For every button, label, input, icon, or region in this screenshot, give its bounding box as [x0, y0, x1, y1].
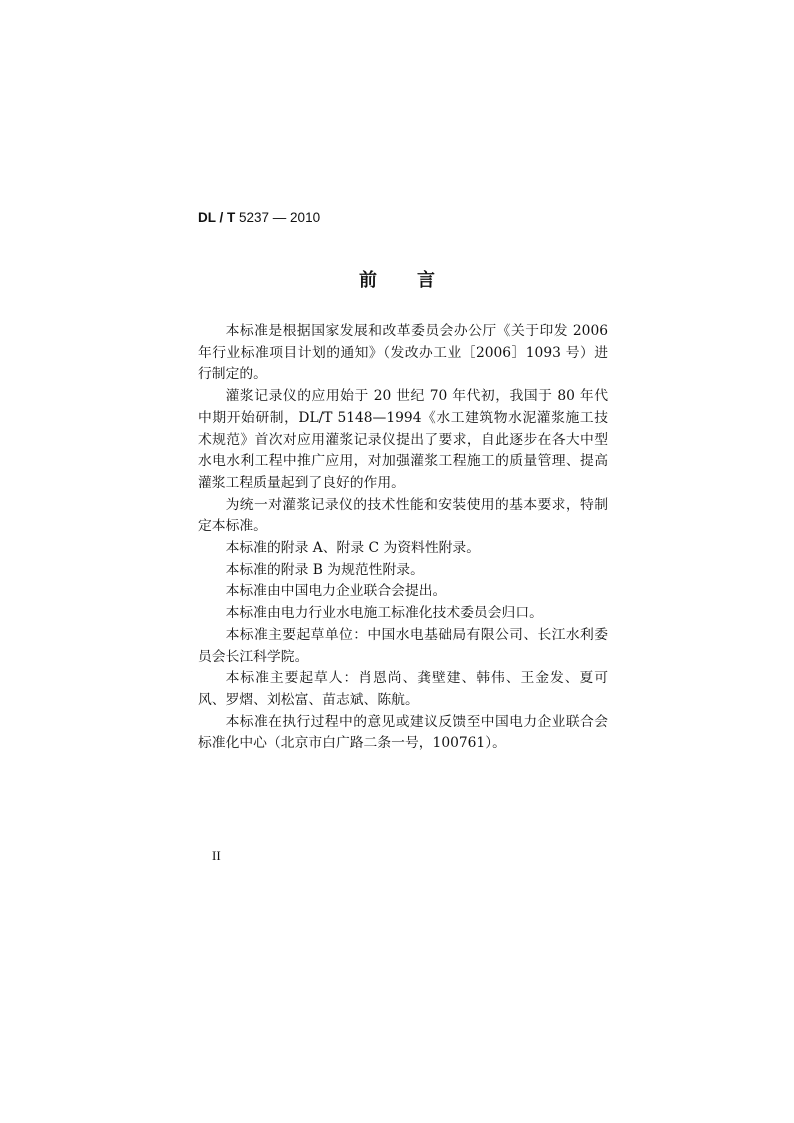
title-char-1: 前: [359, 270, 377, 291]
title-char-2: 言: [417, 270, 435, 291]
standard-prefix: DL / T: [198, 210, 236, 225]
paragraph-2: 灌浆记录仪的应用始于 20 世纪 70 年代初，我国于 80 年代中期开始研制，DL/T 5148—1994《水工建筑物水泥灌浆施工技术规范》首次对应用灌浆记录仪提出了要求，自此逐步在各大中型水电水利工程中推广应用，对加强灌浆工程施工的质量管理、提高灌浆工程质量起到了良好的作用。: [198, 388, 608, 491]
standard-number: 5237 — 2010: [235, 210, 321, 225]
paragraph-9: 本标准主要起草人：肖恩尚、龚壁建、韩伟、王金发、夏可风、罗熠、刘松富、苗志斌、陈航。: [198, 670, 608, 708]
paragraph-10: 本标准在执行过程中的意见或建议反馈至中国电力企业联合会标准化中心（北京市白广路二条一号，100761）。: [198, 713, 608, 752]
foreword-body: [198, 321, 608, 755]
paragraph-4: 本标准的附录 A、附录 C 为资料性附录。: [225, 540, 481, 557]
paragraph-7: 本标准由电力行业水电施工标准化技术委员会归口。: [225, 605, 543, 622]
paragraph-5: 本标准的附录 B 为规范性附录。: [225, 561, 424, 578]
paragraph-1: 本标准是根据国家发展和改革委员会办公厅《关于印发 2006 年行业标准项目计划的通知》（发改办工业［2006］1093 号）进行制定的。: [198, 323, 608, 383]
standard-code: [198, 210, 320, 225]
page-number: II: [212, 848, 221, 863]
paragraph-3: 为统一对灌浆记录仪的技术性能和安装使用的基本要求，特制定本标准。: [198, 496, 608, 535]
paragraph-6: 本标准由中国电力企业联合会提出。: [225, 583, 447, 600]
paragraph-8: 本标准主要起草单位：中国水电基础局有限公司、长江水利委员会长江科学院。: [198, 626, 608, 665]
page-title: [0, 266, 794, 292]
